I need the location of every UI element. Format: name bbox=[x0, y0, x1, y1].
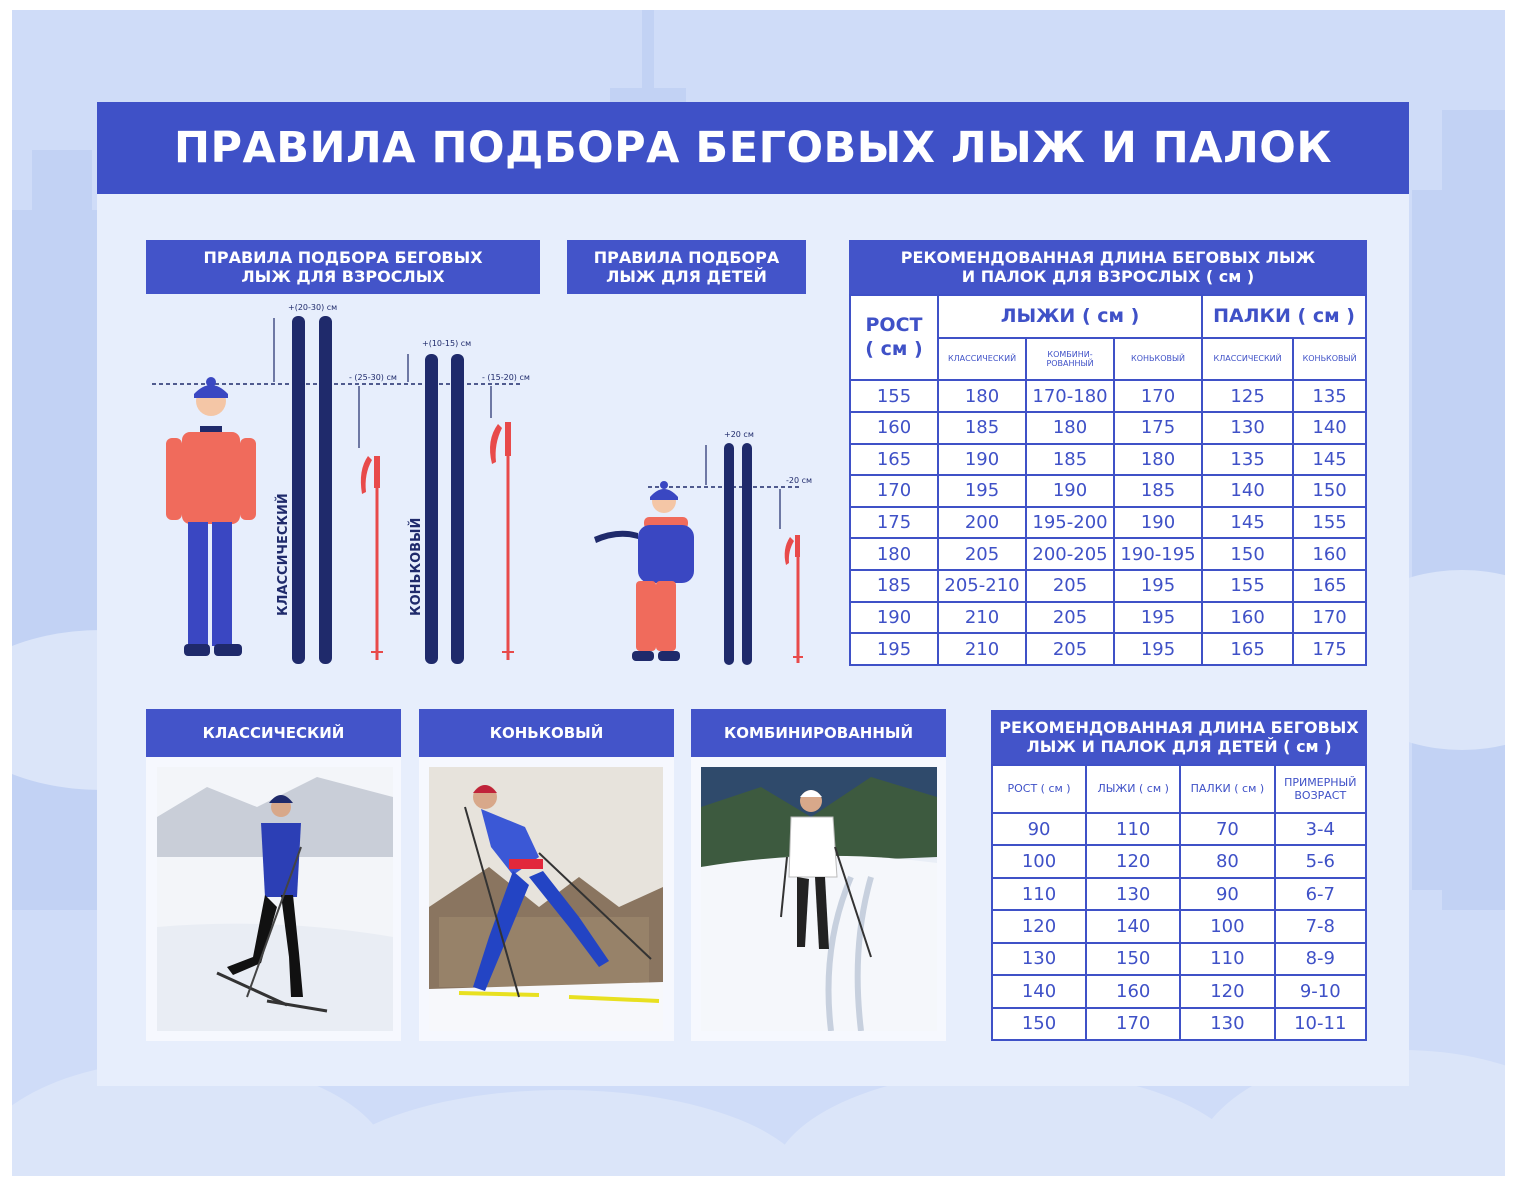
kids-header-0: РОСТ ( см ) bbox=[992, 765, 1086, 813]
adult-rules-header bbox=[146, 240, 540, 294]
table-cell: 130 bbox=[992, 943, 1086, 975]
table-cell: 190 bbox=[938, 444, 1026, 476]
table-cell: 175 bbox=[850, 507, 938, 539]
style-card-combined-header: КОМБИНИРОВАННЫЙ bbox=[691, 709, 946, 757]
table-row bbox=[992, 878, 1366, 910]
style-card-classic bbox=[146, 709, 401, 1041]
table-cell: 150 bbox=[1086, 943, 1180, 975]
kids-rules-header bbox=[567, 240, 806, 294]
table-cell: 205 bbox=[1026, 633, 1114, 665]
table-cell: 160 bbox=[850, 412, 938, 444]
table-cell: 90 bbox=[992, 813, 1086, 845]
style-card-combined bbox=[691, 709, 946, 1041]
table-row bbox=[850, 380, 1366, 412]
table-cell: 180 bbox=[850, 538, 938, 570]
adult-height-header-line-2: ( см ) bbox=[865, 337, 923, 360]
table-cell: 200 bbox=[938, 507, 1026, 539]
kids-table-header-row bbox=[992, 765, 1366, 813]
table-row bbox=[992, 975, 1366, 1007]
table-cell: 110 bbox=[1180, 943, 1274, 975]
kids-table-title-line-1: РЕКОМЕНДОВАННАЯ ДЛИНА БЕГОВЫХ bbox=[999, 717, 1359, 737]
table-row bbox=[992, 943, 1366, 975]
table-cell: 180 bbox=[938, 380, 1026, 412]
table-cell: 7-8 bbox=[1275, 910, 1366, 942]
page-title: ПРАВИЛА ПОДБОРА БЕГОВЫХ ЛЫЖ И ПАЛОК bbox=[173, 123, 1332, 173]
table-cell: 185 bbox=[1114, 475, 1202, 507]
skate-ski-label: КОНЬКОВЫЙ bbox=[409, 517, 424, 616]
table-cell: 205 bbox=[938, 538, 1026, 570]
table-cell: 170-180 bbox=[1026, 380, 1114, 412]
table-cell: 185 bbox=[850, 570, 938, 602]
adult-height-header-line-1: РОСТ bbox=[865, 313, 923, 336]
table-cell: 5-6 bbox=[1275, 845, 1366, 877]
kid-pole-offset-label: -20 см bbox=[786, 476, 813, 485]
title-banner bbox=[97, 102, 1409, 194]
table-cell: 180 bbox=[1026, 412, 1114, 444]
adult-skis-header: ЛЫЖИ ( см ) bbox=[938, 295, 1202, 338]
table-cell: 155 bbox=[1202, 570, 1293, 602]
adult-subheader-4: КОНЬКОВЫЙ bbox=[1293, 338, 1366, 381]
adult-rules-header-line-2: ЛЫЖ ДЛЯ ВЗРОСЛЫХ bbox=[241, 267, 445, 286]
table-cell: 70 bbox=[1180, 813, 1274, 845]
table-row bbox=[992, 845, 1366, 877]
skate-pole-offset-label: - (15-20) см bbox=[482, 373, 530, 382]
table-cell: 160 bbox=[1293, 538, 1366, 570]
table-row bbox=[850, 444, 1366, 476]
skate-skis bbox=[425, 354, 464, 664]
classic-pole-offset-label: - (25-30) см bbox=[349, 373, 397, 382]
table-cell: 100 bbox=[1180, 910, 1274, 942]
table-cell: 100 bbox=[992, 845, 1086, 877]
table-cell: 10-11 bbox=[1275, 1008, 1366, 1040]
kids-length-table bbox=[991, 764, 1367, 1041]
table-cell: 150 bbox=[992, 1008, 1086, 1040]
table-cell: 205 bbox=[1026, 602, 1114, 634]
adult-table-title-line-1: РЕКОМЕНДОВАННАЯ ДЛИНА БЕГОВЫХ ЛЫЖ bbox=[900, 247, 1316, 267]
table-cell: 155 bbox=[850, 380, 938, 412]
table-cell: 185 bbox=[1026, 444, 1114, 476]
adult-length-table bbox=[849, 294, 1367, 666]
skate-pole bbox=[490, 386, 514, 660]
table-cell: 8-9 bbox=[1275, 943, 1366, 975]
table-cell: 210 bbox=[938, 633, 1026, 665]
skate-offset-label: +(10-15) см bbox=[422, 339, 472, 348]
table-row bbox=[992, 910, 1366, 942]
table-cell: 195 bbox=[1114, 633, 1202, 665]
classic-skis bbox=[292, 316, 332, 664]
table-cell: 80 bbox=[1180, 845, 1274, 877]
classic-offset-label: +(20-30) см bbox=[288, 303, 338, 312]
table-cell: 170 bbox=[850, 475, 938, 507]
adult-height-header bbox=[850, 295, 938, 380]
adult-subheader-3: КЛАССИЧЕСКИЙ bbox=[1202, 338, 1293, 381]
kids-header-3: ПРИМЕРНЫЙ ВОЗРАСТ bbox=[1275, 765, 1366, 813]
table-cell: 175 bbox=[1114, 412, 1202, 444]
table-row bbox=[850, 633, 1366, 665]
adult-subheader-1: КОМБИНИ- РОВАННЫЙ bbox=[1026, 338, 1114, 381]
kid-pole bbox=[780, 489, 803, 663]
kid-skier-figure bbox=[594, 481, 694, 661]
table-cell: 140 bbox=[992, 975, 1086, 1007]
style-card-skate-header: КОНЬКОВЫЙ bbox=[419, 709, 674, 757]
adult-poles-header: ПАЛКИ ( см ) bbox=[1202, 295, 1366, 338]
table-cell: 130 bbox=[1086, 878, 1180, 910]
table-cell: 165 bbox=[1202, 633, 1293, 665]
table-cell: 130 bbox=[1180, 1008, 1274, 1040]
kids-rules-header-line-1: ПРАВИЛА ПОДБОРА bbox=[593, 247, 780, 267]
table-row bbox=[850, 507, 1366, 539]
kids-rules-header-line-2: ЛЫЖ ДЛЯ ДЕТЕЙ bbox=[606, 267, 767, 286]
table-cell: 190-195 bbox=[1114, 538, 1202, 570]
table-cell: 165 bbox=[850, 444, 938, 476]
table-cell: 180 bbox=[1114, 444, 1202, 476]
table-cell: 190 bbox=[1026, 475, 1114, 507]
table-cell: 120 bbox=[992, 910, 1086, 942]
table-cell: 150 bbox=[1202, 538, 1293, 570]
adult-illustration bbox=[146, 298, 546, 670]
table-cell: 6-7 bbox=[1275, 878, 1366, 910]
table-cell: 195 bbox=[1114, 570, 1202, 602]
table-cell: 160 bbox=[1202, 602, 1293, 634]
table-row bbox=[992, 1008, 1366, 1040]
table-cell: 170 bbox=[1086, 1008, 1180, 1040]
table-cell: 160 bbox=[1086, 975, 1180, 1007]
kids-header-1: ЛЫЖИ ( см ) bbox=[1086, 765, 1180, 813]
style-card-skate bbox=[419, 709, 674, 1041]
table-cell: 145 bbox=[1202, 507, 1293, 539]
classic-skier-photo bbox=[157, 767, 393, 1031]
adult-rules-header-line-1: ПРАВИЛА ПОДБОРА БЕГОВЫХ bbox=[203, 247, 483, 267]
table-cell: 145 bbox=[1293, 444, 1366, 476]
table-row bbox=[992, 813, 1366, 845]
combined-skier-photo bbox=[701, 767, 937, 1031]
table-cell: 205-210 bbox=[938, 570, 1026, 602]
table-row bbox=[850, 538, 1366, 570]
adult-subheader-2: КОНЬКОВЫЙ bbox=[1114, 338, 1202, 381]
table-row bbox=[850, 475, 1366, 507]
skate-skier-photo bbox=[429, 767, 663, 1031]
table-cell: 120 bbox=[1086, 845, 1180, 877]
table-cell: 9-10 bbox=[1275, 975, 1366, 1007]
kids-illustration bbox=[588, 425, 820, 670]
table-cell: 200-205 bbox=[1026, 538, 1114, 570]
table-cell: 170 bbox=[1114, 380, 1202, 412]
table-row bbox=[850, 570, 1366, 602]
adult-table-header-row bbox=[850, 295, 1366, 338]
table-cell: 125 bbox=[1202, 380, 1293, 412]
table-cell: 210 bbox=[938, 602, 1026, 634]
table-cell: 195 bbox=[1114, 602, 1202, 634]
table-cell: 170 bbox=[1293, 602, 1366, 634]
table-cell: 140 bbox=[1202, 475, 1293, 507]
adult-skier-figure bbox=[166, 377, 256, 656]
table-cell: 110 bbox=[992, 878, 1086, 910]
style-card-classic-header: КЛАССИЧЕСКИЙ bbox=[146, 709, 401, 757]
table-cell: 130 bbox=[1202, 412, 1293, 444]
kids-header-2: ПАЛКИ ( см ) bbox=[1180, 765, 1274, 813]
table-cell: 140 bbox=[1086, 910, 1180, 942]
classic-pole bbox=[359, 386, 383, 660]
adult-table-title bbox=[849, 240, 1367, 294]
table-row bbox=[850, 602, 1366, 634]
table-cell: 175 bbox=[1293, 633, 1366, 665]
table-cell: 110 bbox=[1086, 813, 1180, 845]
table-cell: 165 bbox=[1293, 570, 1366, 602]
table-cell: 3-4 bbox=[1275, 813, 1366, 845]
adult-table-title-line-2: И ПАЛОК ДЛЯ ВЗРОСЛЫХ ( см ) bbox=[961, 267, 1255, 286]
table-cell: 90 bbox=[1180, 878, 1274, 910]
table-cell: 195 bbox=[938, 475, 1026, 507]
table-cell: 205 bbox=[1026, 570, 1114, 602]
table-cell: 150 bbox=[1293, 475, 1366, 507]
table-row bbox=[850, 412, 1366, 444]
table-cell: 190 bbox=[1114, 507, 1202, 539]
table-cell: 135 bbox=[1202, 444, 1293, 476]
kids-table-title-line-2: ЛЫЖ И ПАЛОК ДЛЯ ДЕТЕЙ ( см ) bbox=[1026, 737, 1332, 756]
classic-ski-label: КЛАССИЧЕСКИЙ bbox=[276, 493, 291, 616]
table-cell: 190 bbox=[850, 602, 938, 634]
adult-subheader-0: КЛАССИЧЕСКИЙ bbox=[938, 338, 1026, 381]
table-cell: 155 bbox=[1293, 507, 1366, 539]
kids-table-title bbox=[991, 710, 1367, 764]
table-cell: 185 bbox=[938, 412, 1026, 444]
table-cell: 140 bbox=[1293, 412, 1366, 444]
kid-skis bbox=[724, 443, 752, 665]
table-cell: 120 bbox=[1180, 975, 1274, 1007]
kid-ski-offset-label: +20 см bbox=[724, 430, 754, 439]
table-cell: 195-200 bbox=[1026, 507, 1114, 539]
table-cell: 135 bbox=[1293, 380, 1366, 412]
table-cell: 195 bbox=[850, 633, 938, 665]
